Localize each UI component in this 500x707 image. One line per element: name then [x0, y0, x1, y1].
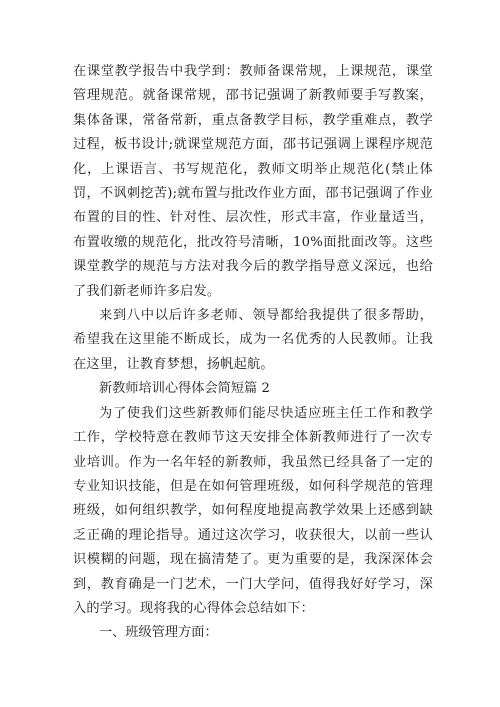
subsection-title: 一、班级管理方面：	[99, 625, 218, 641]
paragraph-training-summary: 为了使我们这些新教师们能尽快适应班主任工作和教学工作，学校特意在教师节这天安排全体新教师进行了一次专业培训。作为一名年轻的新教师，我虽然已经具备了一定的专业知识技能，但是在如何管理班级，如何科学规范的管理班级，如何组织教学，如何程度地提高教学效果上还感到缺乏正确的理论指导。通过这次学习，收获很大，以前一些认识模糊的问题，现在搞清楚了。更为重要的是，我深深体会到，教育确是一门艺术，一门大学问，值得我好好学习，深入的学习。现将我的心得体会总结如下：	[73, 405, 433, 616]
paragraph-growth-wish: 来到八中以后许多老师、领导都给我提供了很多帮助，希望我在这里能不断成长，成为一名优秀的人民教师。让我在这里，让教育梦想，扬帆起航。	[73, 308, 433, 372]
document-body	[73, 60, 433, 646]
paragraph-classroom-teaching: 在课堂教学报告中我学到：教师备课常规，上课规范，课堂管理规范。就备课常规，邵书记强调了新教师要手写教案，集体备课，常备常新，重点备教学目标，教学重难点，教学过程，板书设计;就课堂规范方面，邵书记强调上课程序规范化，上课语言、书写规范化，教师文明举止规范化(禁止体罚，不讽刺挖苦);就布置与批改作业方面，邵书记强调了作业布置的目的性、针对性、层次性，形式丰富，作业量适当，布置收缴的规范化，批改符号清晰，10%面批面改等。这些课堂教学的规范与方法对我今后的教学指导意义深远，也给了我们新老师许多启发。	[73, 64, 433, 299]
section-title: 新教师培训心得体会简短篇 2	[99, 381, 270, 397]
